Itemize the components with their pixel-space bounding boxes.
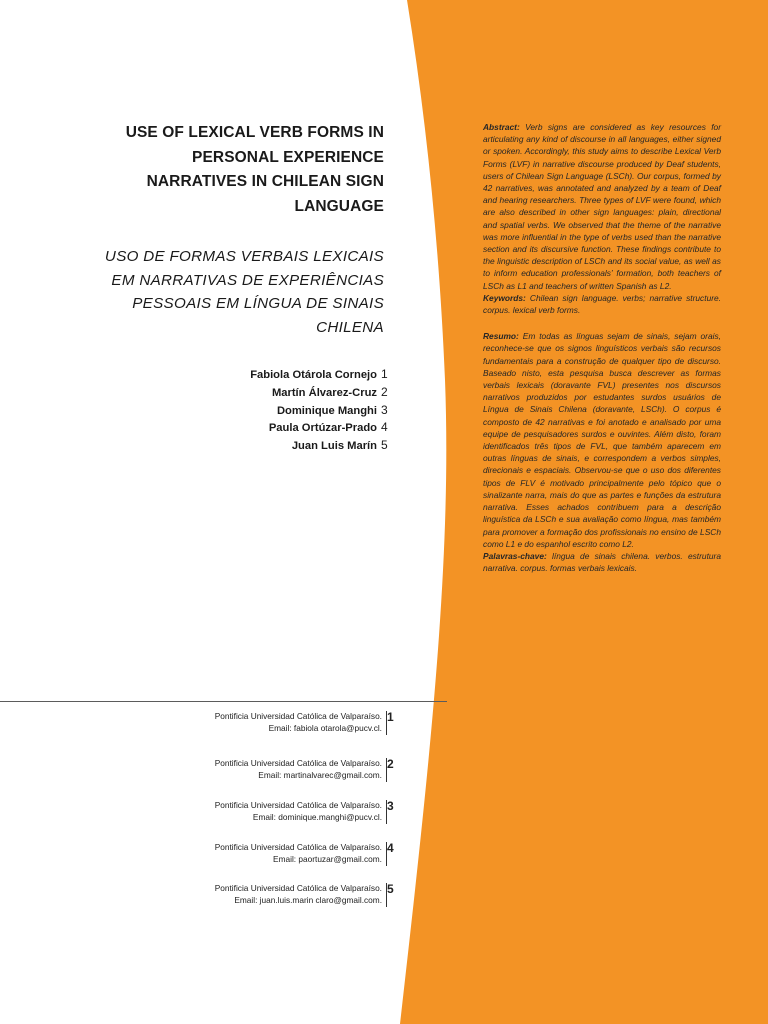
affiliation-email: Email: dominique.manghi@pucv.cl. <box>252 812 382 823</box>
affiliation-1 <box>150 710 397 735</box>
author-entry <box>190 402 395 420</box>
author-name: Paula Ortúzar-Prado <box>268 422 377 435</box>
affiliation-institution: Pontificia Universidad Católica de Valparaíso. <box>214 711 382 721</box>
author-name: Martín Álvarez-Cruz <box>271 386 377 399</box>
affiliation-institution: Pontificia Universidad Católica de Valparaíso. <box>214 758 382 768</box>
palavras-chave-paragraph <box>483 550 721 574</box>
affiliation-email: Email: juan.luis.marin claro@gmail.com. <box>234 895 382 906</box>
abstract-panel <box>483 121 721 574</box>
author-number: 1 <box>381 367 388 381</box>
abstract-text: Verb signs are considered as key resources for articulating any kind of discourse in all languages, either signed or spoken. Accordingly, this study aims to describe Lexical Verb Forms (LVF) in narrative discourse produced by Deaf students, users of Chilean Sign Language (LSCh). Our corpus, formed by 42 narratives, was annotated and analyzed by a team of Deaf and hearing researchers. Three types of LVF were found, which are also described in other sign languages: plain, directional and spatial verbs. We observed that the theme of the narrative was more influential in the type of verbs used than the narrative section and its discursive function. These findings contribute to the linguistic description of LSCh and its social value, as well as to inform education professionals’ formation, both teachers of LSCh as L1 and teachers of written Spanish as L2. <box>483 122 722 291</box>
resumo-paragraph <box>483 330 721 550</box>
resumo-label: Resumo: <box>483 331 519 342</box>
title-english: USE OF LEXICAL VERB FORMS IN PERSONAL EXPERIENCE NARRATIVES IN CHILEAN SIGN LANGUAGE <box>125 124 384 215</box>
affiliation-number: 2 <box>387 757 394 771</box>
affiliation-number: 5 <box>387 882 394 896</box>
keywords-text: Chilean sign language. verbs; narrative structure. corpus. lexical verb forms. <box>483 292 721 316</box>
author-number: 5 <box>381 438 388 453</box>
palavras-chave-text: língua de sinais chilena. verbos. estrutura narrativa. corpus. formas verbais lexicais. <box>483 550 722 574</box>
affiliation-4 <box>150 841 397 866</box>
author-entry <box>190 437 395 455</box>
abstract-label: Abstract: <box>483 122 520 132</box>
affiliation-number: 1 <box>387 710 394 724</box>
affiliation-number: 4 <box>387 841 394 855</box>
keywords-label: Keywords: <box>483 292 526 303</box>
author-list <box>190 366 395 455</box>
affiliation-institution: Pontificia Universidad Católica de Valparaíso. <box>214 842 382 852</box>
affiliation-5 <box>150 882 397 907</box>
author-name: Fabiola Otárola Cornejo <box>250 369 377 381</box>
affiliation-3 <box>150 799 397 824</box>
affiliation-institution: Pontificia Universidad Católica de Valparaíso. <box>214 800 382 810</box>
affiliation-email: Email: paortuzar@gmail.com. <box>273 854 382 865</box>
affiliation-number: 3 <box>387 799 394 813</box>
affiliation-email: Email: martinalvarec@gmail.com. <box>258 770 382 781</box>
abstract-paragraph <box>483 121 721 292</box>
author-entry <box>190 419 395 437</box>
title-portuguese: USO DE FORMAS VERBAIS LEXICAIS EM NARRATIVAS DE EXPERIÊNCIAS PESSOAIS EM LÍNGUA DE SINAIS CHILENA <box>104 248 384 336</box>
divider-line <box>0 701 447 702</box>
author-entry <box>190 384 395 402</box>
affiliation-institution: Pontificia Universidad Católica de Valparaíso. <box>214 883 382 893</box>
author-number: 2 <box>381 384 388 399</box>
palavras-chave-label: Palavras-chave: <box>483 550 547 561</box>
spacer <box>483 316 721 330</box>
affiliation-2 <box>150 757 397 782</box>
author-name: Dominique Manghi <box>276 404 377 417</box>
affiliation-email: Email: fabiola otarola@pucv.cl. <box>268 723 382 734</box>
author-number: 3 <box>381 402 388 417</box>
resumo-text: Em todas as línguas sejam de sinais, sejam orais, reconhece-se que os signos linguísticos verbais são recursos fundamentais para a construção de qualquer tipo de discurso. Baseado nisto, esta pesquisa busca descrever as formas verbais lexicais (doravante FVL) presentes nos discursos narrativos produzidos por estudantes surdos usuários de Língua de Sinais Chilena (doravante, LSCh). O corpus é composto de 42 narrativas e foi anotado e analisado por uma equipe de pesquisadores surdos e ouvintes. Além disto, foram identificados três tipos de FVL, que também aparecem em outras línguas de sinais, e correspondem a verbos simples, direcionais e espaciais. Observou-se que o uso dos diferentes tipos de FLV é motivado principalmente pelo tópico que o sinalizante narra, mais do que as partes e funções da estrutura narrativa. Esses achados contribuem para a descrição linguística da LSCh e sua avaliação como língua, mas também para promover a formação dos profissionais no ensino de LSCh como L1 e do espanhol escrito como L2. <box>483 331 722 549</box>
keywords-paragraph <box>483 292 721 316</box>
author-name: Juan Luis Marín <box>291 440 377 453</box>
author-number: 4 <box>381 420 388 435</box>
author-entry <box>190 366 395 384</box>
